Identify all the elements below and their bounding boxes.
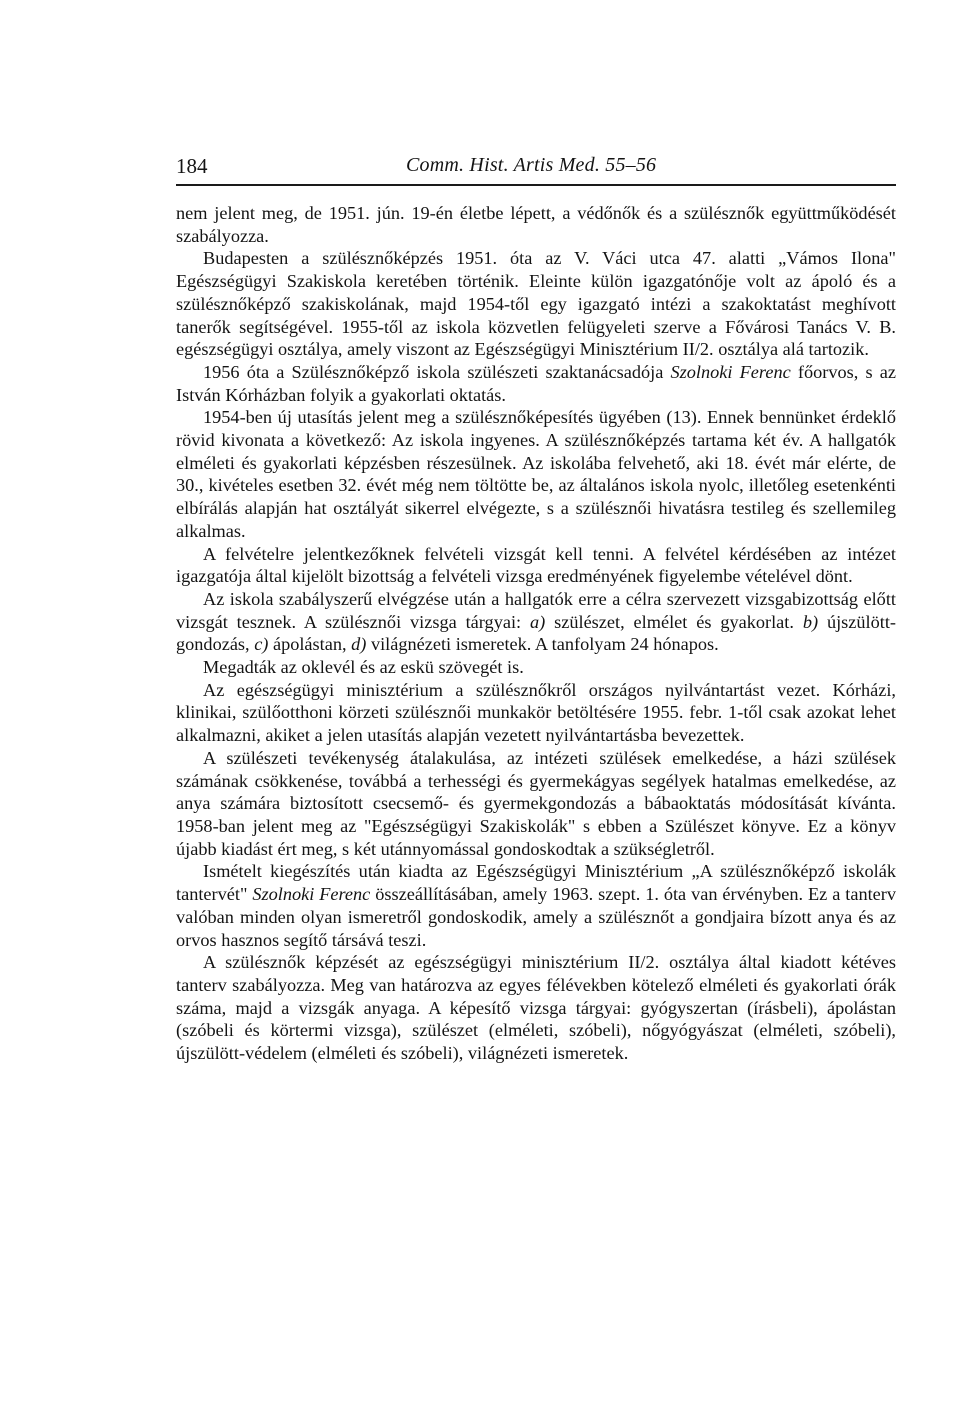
header-rule — [176, 184, 896, 186]
paragraph-text: Megadták az oklevél és az eskü szövegét is. — [203, 657, 524, 678]
paragraph-text: Az iskola szabályszerű elvégzése után a hallgatók erre a célra szervezett vizsgabizottság előtt vizsgát tesznek. A szülésznői vizsga tárgyai: — [176, 588, 896, 632]
italic-text: c) — [254, 634, 269, 655]
page-number: 184 — [176, 154, 208, 178]
italic-text: b) — [802, 611, 819, 632]
paragraph-text: újszülött-gondozás, — [176, 611, 896, 655]
paragraph-text: Budapesten a szülésznőképzés 1951. óta az V. Váci utca 47. alatti „Vámos Ilona" Egészségügyi Szakiskola keretében történik. Eleinte külön igazgatónője volt az ápoló és a szülésznőképző szakiskolának, majd 1954-től egy igazgató intézi a szakoktatást meghívott tanerők segítségével. 1955-től az iskola közvetlen felügyeleti szerve a Fővárosi Tanács V. B. egészségügyi osztálya, amely viszont az Egészségügyi Minisztérium II/2. osztálya alá tartozik. — [176, 248, 896, 360]
page-header — [176, 150, 896, 182]
paragraph-text: összeállításában, amely 1963. szept. 1. óta van érvényben. Ez a tanterv valóban minden olyan ismeretről gondoskodik, amely a szülésznőt a gondjaira bízott anya és az orvos hasznos segítő társává teszi. — [176, 884, 897, 950]
paragraph — [176, 247, 896, 361]
paragraph-text: ápolástan, — [268, 634, 352, 655]
paragraph — [176, 202, 896, 247]
running-title: Comm. Hist. Artis Med. 55–56 — [406, 154, 657, 176]
paragraph — [176, 588, 896, 656]
paragraph-text: főorvos, s az István Kórházban folyik a gyakorlati oktatás. — [176, 361, 896, 405]
paragraph-text: A szülésznők képzését az egészségügyi minisztérium II/2. osztálya által kiadott kétéves tanterv szabályozza. Meg van határozva az egyes félévekben kötelező elméleti és gyakorlati órák száma, majd a vizsgák anyaga. A képesítő vizsga tárgyai: gyógyszertan (írásbeli), ápolástan (szóbeli és körtermi vizsga), szülészet (elméleti, szóbeli), nőgyógyászat (elméleti, szóbeli), újszülött-védelem (elméleti és szóbeli), világnézeti ismeretek. — [176, 952, 896, 1064]
paragraph — [176, 747, 896, 861]
paragraph-text: Ismételt kiegészítés után kiadta az Egészségügyi Minisztérium „A szülésznőképző iskolák tantervét" — [176, 861, 896, 905]
paragraph-text: szülészet, elmélet és gyakorlat. — [545, 611, 803, 632]
paragraph-text: 1954-ben új utasítás jelent meg a szülésznőképesítés ügyében (13). Ennek bennünket érdeklő rövid kivonata a következő: Az iskola ingyenes. A szülésznőképzés tartama két év. A hallgatók elméleti és gyakorlati képzésben részesülnek. Az iskolába felvehető, aki 18. évét már elérte, de 30., kivételes esetben 32. évét még nem töltötte be, az általános iskola nyolc, illetőleg esetenkénti elbírálás alapján hat osztályát sikerrel elvégezte, s a szülésznői hivatásra testileg és szellemileg alkalmas. — [176, 407, 896, 541]
italic-text: a) — [530, 611, 546, 632]
paragraph-text: nem jelent meg, de 1951. jún. 19-én életbe lépett, a védőnők és a szülésznők együttműködését szabályozza. — [176, 203, 896, 246]
paragraph-text: A szülészeti tevékenység átalakulása, az intézeti szülések emelkedése, a házi szülések számának csökkenése, továbbá a terhességi és gyermekágyas segélyek hatalmas emelkedése, az anya számára biztosított csecsemő- és gyermekgondozás a bábaoktatás módosítását kívánta. 1958-ban jelent meg az "Egészségügyi Szakiskolák" s ebben a Szülészet könyve. Ez a könyv újabb kiadást ért meg, s két utánnyomással gondoskodtak a szükségletről. — [176, 747, 896, 859]
body-text — [176, 202, 896, 1065]
paragraph — [176, 406, 896, 542]
italic-text: d) — [351, 634, 367, 655]
italic-text: Szolnoki Ferenc — [670, 361, 791, 382]
paragraph-text: világnézeti ismeretek. A tanfolyam 24 hónapos. — [366, 634, 719, 655]
paragraph — [176, 860, 896, 951]
italic-text: Szolnoki Ferenc — [252, 884, 371, 905]
paragraph-text: A felvételre jelentkezőknek felvételi vizsgát kell tenni. A felvétel kérdésében az intézet igazgatója által kijelölt bizottság a felvételi vizsga eredményének figyelembe vételével dönt. — [176, 543, 896, 587]
paragraph — [176, 656, 896, 679]
paragraph — [176, 951, 896, 1065]
paragraph-text: 1956 óta a Szülésznőképző iskola szülészeti szaktanácsadója — [203, 361, 671, 382]
paragraph — [176, 543, 896, 588]
paragraph-text: Az egészségügyi minisztérium a szülésznőkről országos nyilvántartást vezet. Kórházi, klinikai, szülőotthoni körzeti szülésznői munkakör betöltésére 1955. febr. 1-től csak azokat lehet alkalmazni, akiket a jelen utasítás alapján vezetett nyilvántartásba bevezettek. — [176, 679, 896, 746]
paragraph — [176, 679, 896, 747]
paragraph — [176, 361, 896, 406]
